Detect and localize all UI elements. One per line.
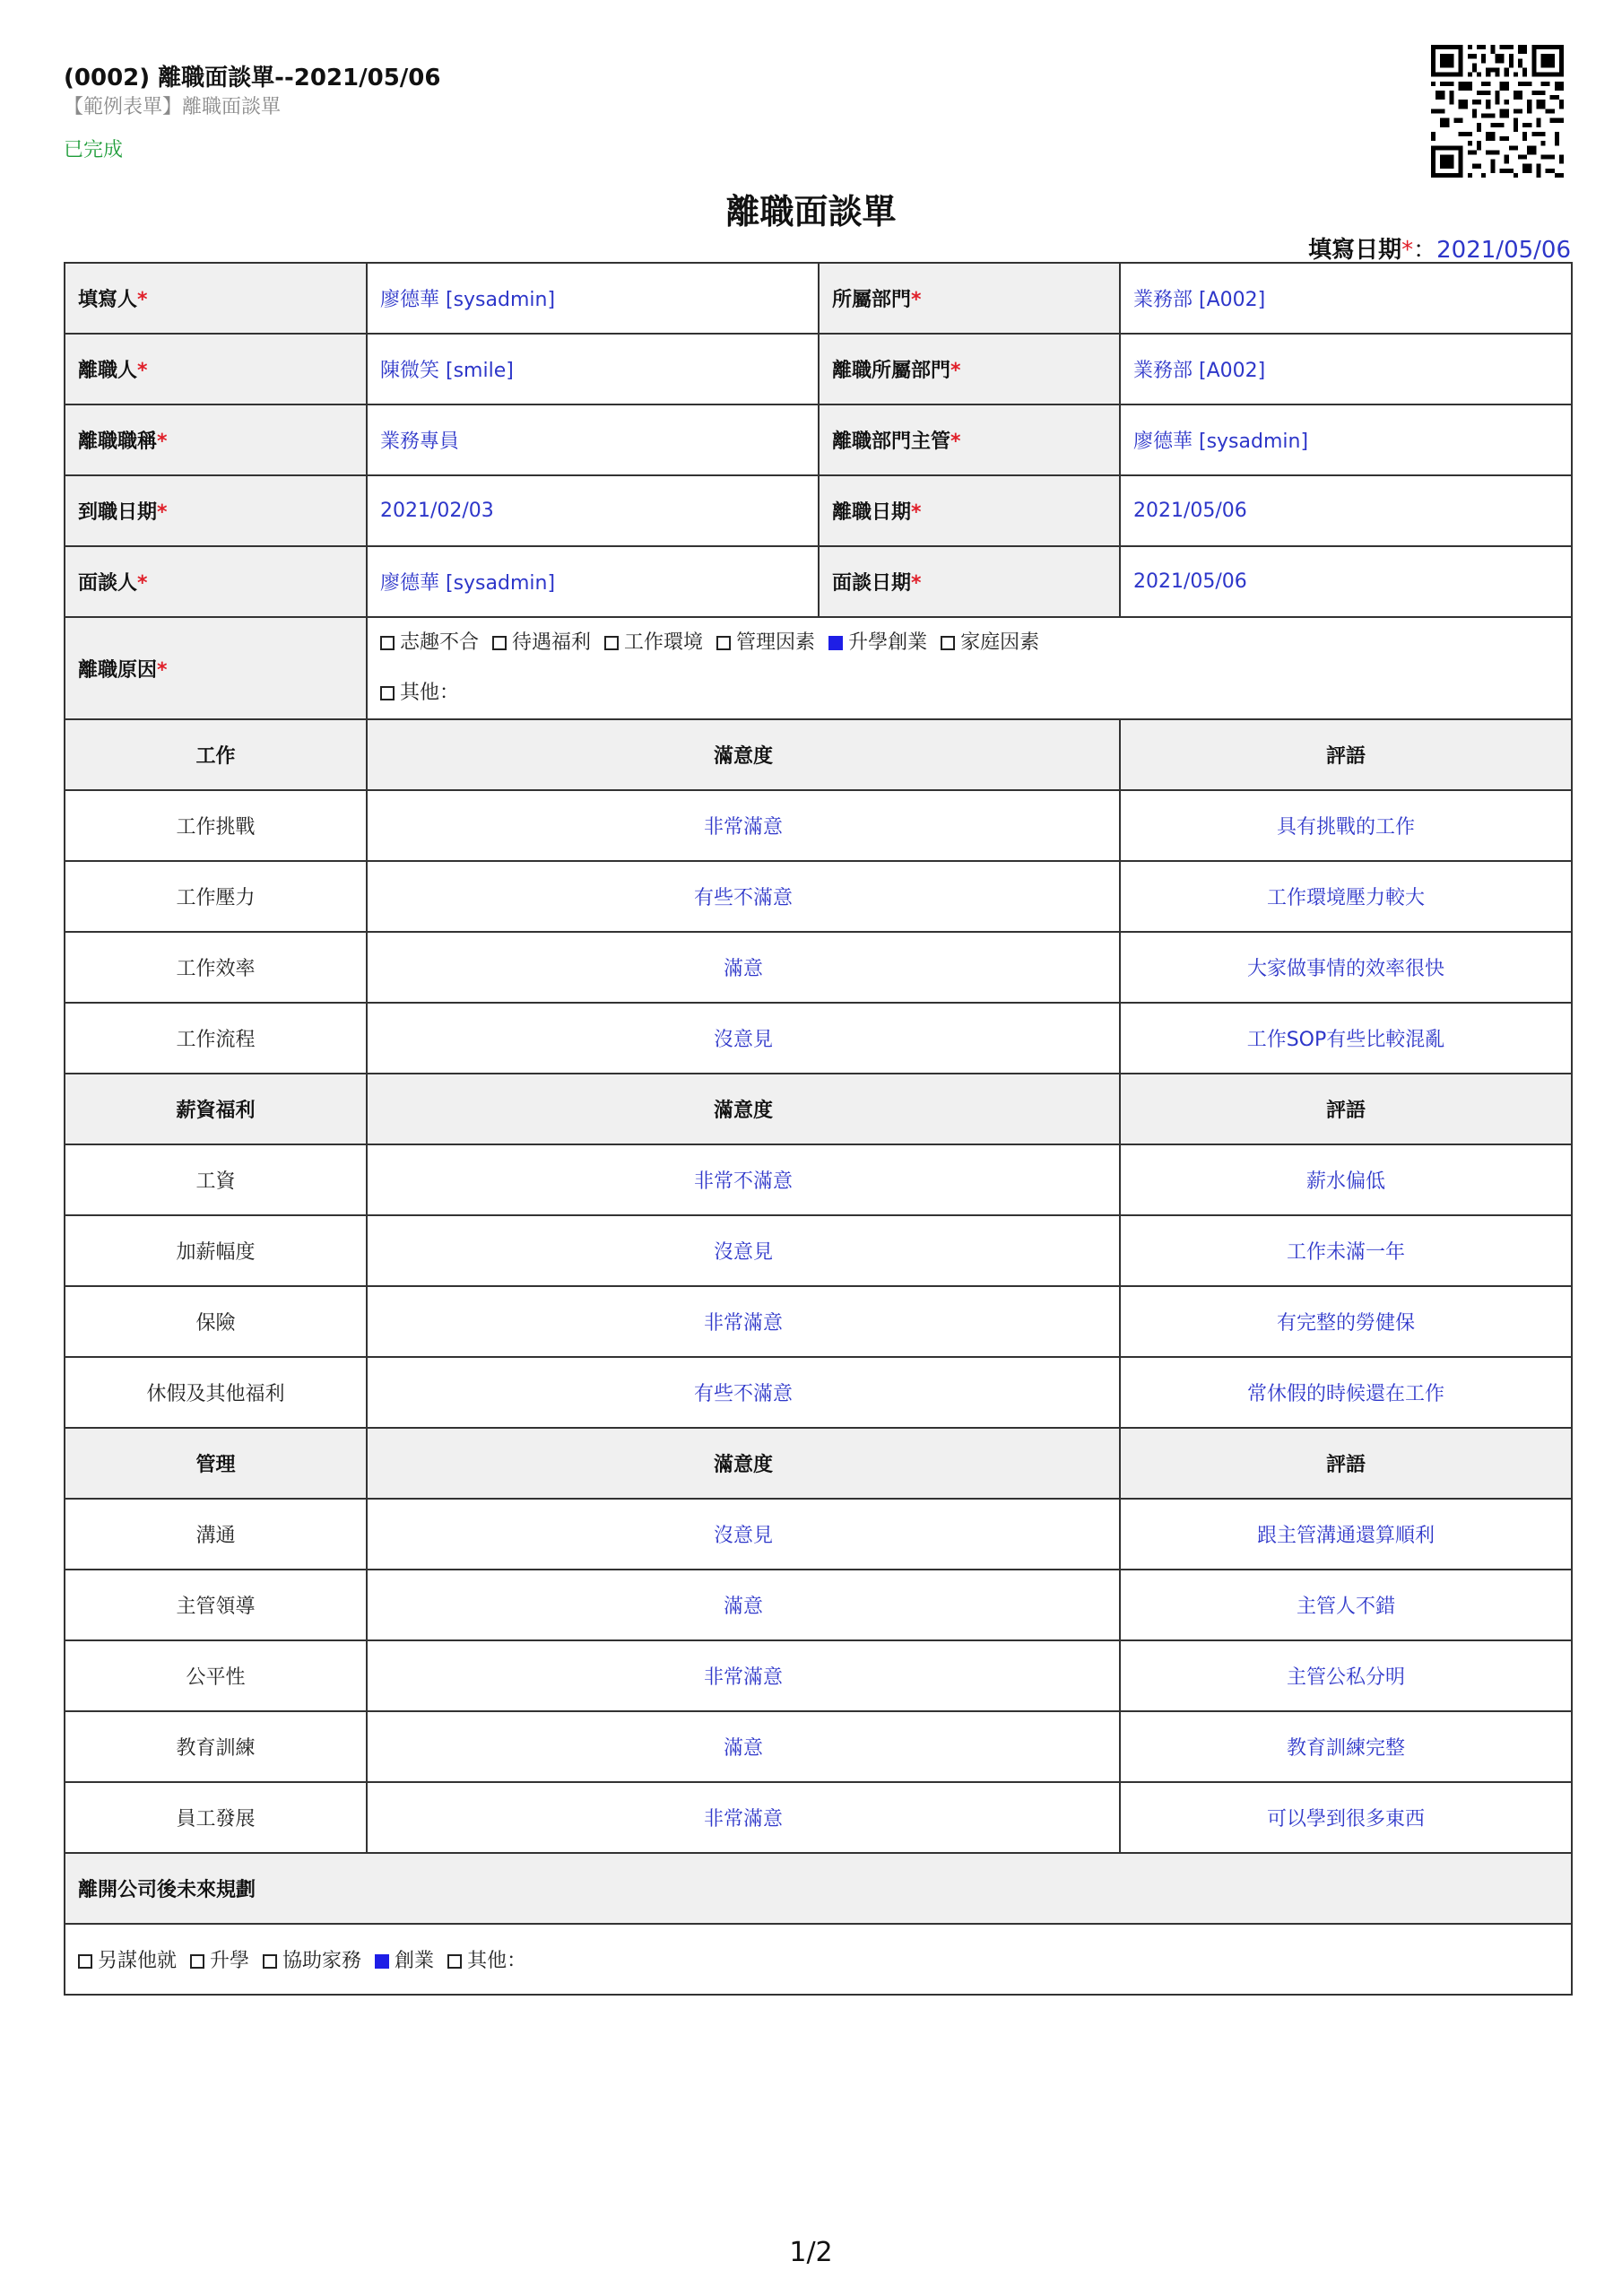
checkbox-icon — [190, 1954, 204, 1969]
item-cell: 工作效率 — [65, 932, 367, 1003]
table-row — [65, 404, 1572, 475]
item-cell: 溝通 — [65, 1499, 367, 1570]
comment-header: 評語 — [1120, 719, 1572, 790]
table-row — [65, 861, 1572, 932]
table-row — [65, 790, 1572, 861]
item-cell: 主管領導 — [65, 1570, 367, 1640]
table-row — [65, 932, 1572, 1003]
fill-date-separator: ： — [1413, 237, 1437, 264]
item-cell: 休假及其他福利 — [65, 1357, 367, 1428]
item-cell: 工作壓力 — [65, 861, 367, 932]
item-cell: 教育訓練 — [65, 1711, 367, 1782]
satisfaction-cell: 沒意見 — [367, 1499, 1120, 1570]
field-label: 面談人* — [65, 546, 367, 617]
table-row — [65, 1003, 1572, 1074]
comment-cell: 薪水偏低 — [1120, 1144, 1572, 1215]
table-row — [65, 1499, 1572, 1570]
table-row — [65, 1640, 1572, 1711]
satisfaction-cell: 非常滿意 — [367, 1782, 1120, 1853]
section-header-row — [65, 1074, 1572, 1144]
section-header-row — [65, 719, 1572, 790]
reason-option[interactable]: 家庭因素 — [941, 631, 1039, 654]
comment-cell: 教育訓練完整 — [1120, 1711, 1572, 1782]
item-cell: 員工發展 — [65, 1782, 367, 1853]
table-row — [65, 546, 1572, 617]
satisfaction-cell: 沒意見 — [367, 1003, 1120, 1074]
table-row — [65, 263, 1572, 334]
comment-cell: 常休假的時候還在工作 — [1120, 1357, 1572, 1428]
checkbox-icon — [78, 1954, 92, 1969]
leaver-title-value: 業務專員 — [367, 404, 819, 475]
checkbox-icon — [263, 1954, 277, 1969]
reason-option[interactable]: 工作環境 — [604, 631, 703, 654]
fill-date-value: 2021/05/06 — [1436, 237, 1571, 264]
satisfaction-cell: 非常不滿意 — [367, 1144, 1120, 1215]
document-subtitle: 【範例表單】離職面談單 — [64, 96, 282, 118]
fill-date — [1308, 231, 1571, 265]
table-row — [65, 617, 1572, 719]
comment-cell: 有完整的勞健保 — [1120, 1286, 1572, 1357]
field-label: 離職人* — [65, 334, 367, 404]
reason-option-other[interactable]: 其他： — [380, 682, 459, 704]
comment-cell: 具有挑戰的工作 — [1120, 790, 1572, 861]
comment-cell: 跟主管溝通還算順利 — [1120, 1499, 1572, 1570]
satisfaction-cell: 沒意見 — [367, 1215, 1120, 1286]
required-mark: * — [1401, 237, 1414, 264]
qr-code-icon — [1431, 45, 1564, 178]
comment-cell: 大家做事情的效率很快 — [1120, 932, 1572, 1003]
interview-date-value: 2021/05/06 — [1120, 546, 1572, 617]
comment-cell: 主管人不錯 — [1120, 1570, 1572, 1640]
status-badge: 已完成 — [64, 139, 124, 161]
satisfaction-header: 滿意度 — [367, 719, 1120, 790]
comment-header: 評語 — [1120, 1074, 1572, 1144]
reason-options — [367, 617, 1572, 719]
future-plan-option[interactable]: 升學 — [190, 1950, 249, 1972]
future-plan-option[interactable]: 創業 — [375, 1950, 434, 1972]
checkbox-icon — [492, 636, 507, 650]
checkbox-icon — [447, 1954, 462, 1969]
start-date-value: 2021/02/03 — [367, 475, 819, 546]
comment-cell: 工作SOP有些比較混亂 — [1120, 1003, 1572, 1074]
future-plan-options — [65, 1924, 1572, 1995]
page-number: 1/2 — [789, 2237, 833, 2268]
section-header: 管理 — [65, 1428, 367, 1499]
item-cell: 工作挑戰 — [65, 790, 367, 861]
field-label: 離職部門主管* — [819, 404, 1120, 475]
leave-date-value: 2021/05/06 — [1120, 475, 1572, 546]
field-label: 所屬部門* — [819, 263, 1120, 334]
field-label: 填寫人* — [65, 263, 367, 334]
comment-header: 評語 — [1120, 1428, 1572, 1499]
document-title: (0002) 離職面談單--2021/05/06 — [64, 65, 441, 91]
satisfaction-cell: 非常滿意 — [367, 1286, 1120, 1357]
leaver-value: 陳微笑 [smile] — [367, 334, 819, 404]
section-header-row — [65, 1428, 1572, 1499]
interviewer-value: 廖德華 [sysadmin] — [367, 546, 819, 617]
reason-option[interactable]: 待遇福利 — [492, 631, 591, 654]
satisfaction-cell: 滿意 — [367, 1711, 1120, 1782]
exit-interview-table — [64, 262, 1573, 1996]
table-row — [65, 475, 1572, 546]
satisfaction-cell: 非常滿意 — [367, 1640, 1120, 1711]
comment-cell: 工作環境壓力較大 — [1120, 861, 1572, 932]
comment-cell: 可以學到很多東西 — [1120, 1782, 1572, 1853]
department-value: 業務部 [A002] — [1120, 263, 1572, 334]
fill-date-label: 填寫日期 — [1308, 237, 1402, 264]
table-row — [65, 1144, 1572, 1215]
table-row — [65, 1357, 1572, 1428]
checked-checkbox-icon — [828, 636, 843, 650]
filler-value: 廖德華 [sysadmin] — [367, 263, 819, 334]
reason-option[interactable]: 升學創業 — [828, 631, 927, 654]
reason-other-line — [380, 668, 1558, 718]
satisfaction-cell: 有些不滿意 — [367, 861, 1120, 932]
leaver-department-value: 業務部 [A002] — [1120, 334, 1572, 404]
table-row — [65, 1570, 1572, 1640]
field-label: 離職原因* — [65, 617, 367, 719]
table-row — [65, 1215, 1572, 1286]
future-plan-option[interactable]: 另謀他就 — [78, 1950, 177, 1972]
future-plan-option[interactable]: 協助家務 — [263, 1950, 361, 1972]
table-row — [65, 334, 1572, 404]
item-cell: 公平性 — [65, 1640, 367, 1711]
satisfaction-cell: 非常滿意 — [367, 790, 1120, 861]
table-row — [65, 1711, 1572, 1782]
future-plan-option[interactable]: 其他： — [447, 1950, 526, 1972]
satisfaction-header: 滿意度 — [367, 1428, 1120, 1499]
checkbox-icon — [380, 636, 395, 650]
item-cell: 工作流程 — [65, 1003, 367, 1074]
satisfaction-cell: 滿意 — [367, 1570, 1120, 1640]
supervisor-value: 廖德華 [sysadmin] — [1120, 404, 1572, 475]
reason-option-line — [380, 618, 1558, 668]
section-header: 工作 — [65, 719, 367, 790]
item-cell: 加薪幅度 — [65, 1215, 367, 1286]
section-header-row — [65, 1853, 1572, 1924]
checkbox-icon — [716, 636, 731, 650]
table-row — [65, 1782, 1572, 1853]
future-plan-header: 離開公司後未來規劃 — [65, 1853, 1572, 1924]
checkbox-icon — [604, 636, 619, 650]
field-label: 離職所屬部門* — [819, 334, 1120, 404]
item-cell: 工資 — [65, 1144, 367, 1215]
reason-option[interactable]: 管理因素 — [716, 631, 815, 654]
section-header: 薪資福利 — [65, 1074, 367, 1144]
comment-cell: 工作未滿一年 — [1120, 1215, 1572, 1286]
checkbox-icon — [380, 686, 395, 700]
field-label: 面談日期* — [819, 546, 1120, 617]
checked-checkbox-icon — [375, 1954, 389, 1969]
field-label: 離職日期* — [819, 475, 1120, 546]
satisfaction-cell: 滿意 — [367, 932, 1120, 1003]
item-cell: 保險 — [65, 1286, 367, 1357]
table-row — [65, 1286, 1572, 1357]
field-label: 到職日期* — [65, 475, 367, 546]
satisfaction-header: 滿意度 — [367, 1074, 1120, 1144]
table-row — [65, 1924, 1572, 1995]
comment-cell: 主管公私分明 — [1120, 1640, 1572, 1711]
checkbox-icon — [941, 636, 955, 650]
reason-option[interactable]: 志趣不合 — [380, 631, 479, 654]
field-label: 離職職稱* — [65, 404, 367, 475]
satisfaction-cell: 有些不滿意 — [367, 1357, 1120, 1428]
form-title: 離職面談單 — [725, 192, 897, 231]
